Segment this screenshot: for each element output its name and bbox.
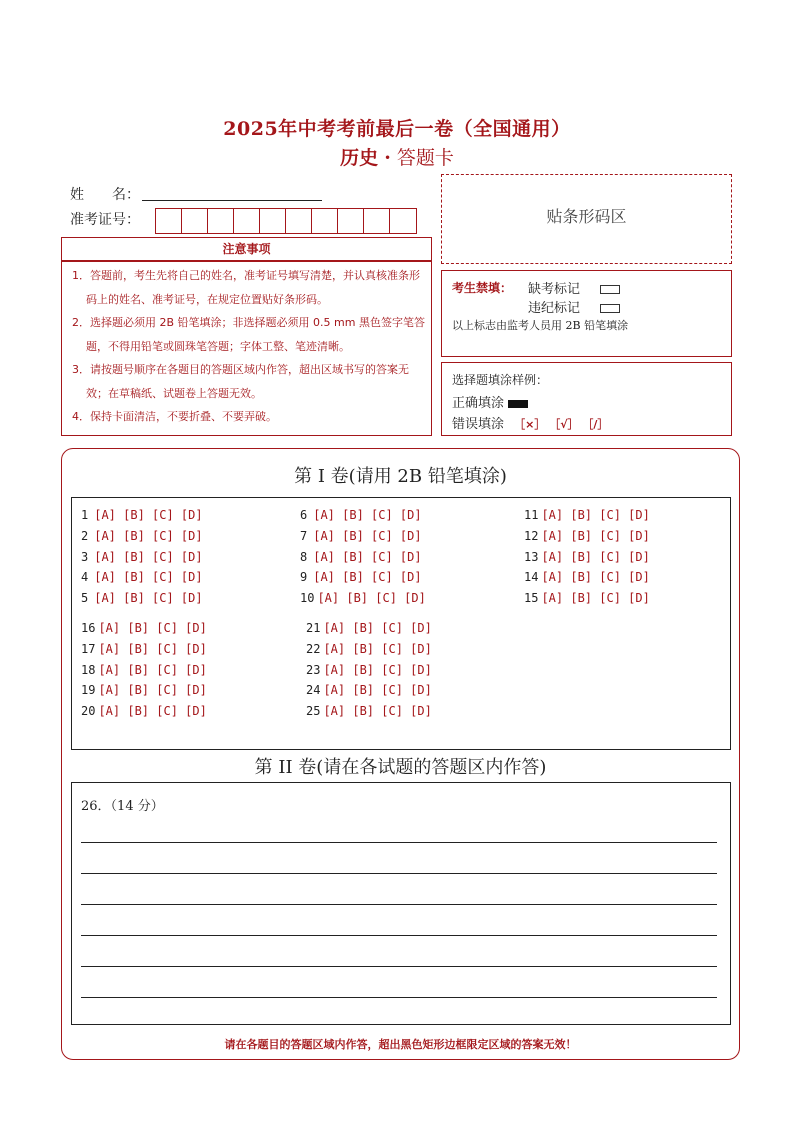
sample-heading: 选择题填涂样例：: [452, 373, 549, 387]
choice-row[interactable]: [81, 704, 207, 718]
answer-line: [81, 873, 717, 874]
subject-name: 历史: [340, 147, 379, 169]
wrong-row: [452, 413, 608, 432]
card-subtitle: [0, 143, 794, 170]
prohibited-note: 以上标志由监考人员用 2B 铅笔填涂: [452, 319, 629, 332]
answer-line: [81, 997, 717, 998]
choice-row[interactable]: [81, 663, 207, 677]
id-label: 准考证号：: [70, 212, 140, 228]
choice-row[interactable]: [300, 529, 422, 543]
id-number-grid[interactable]: [155, 208, 417, 234]
question-number: 22: [306, 641, 321, 656]
question-number: 20: [81, 704, 96, 719]
question-number: 14: [524, 570, 539, 585]
id-cell[interactable]: [312, 209, 338, 233]
answer-line: [81, 966, 717, 967]
choice-row[interactable]: [81, 642, 207, 656]
question-number: 6: [300, 508, 308, 522]
wrong-label: 错误填涂: [452, 417, 505, 432]
answer-options[interactable]: [A] [B] [C] [D]: [323, 662, 432, 677]
question-number: 17: [81, 641, 96, 656]
answer-options[interactable]: [A] [B] [C] [D]: [323, 621, 432, 635]
prohibited-box: [441, 270, 732, 357]
answer-options[interactable]: [A] [B] [C] [D]: [323, 641, 432, 656]
absent-row: [528, 278, 620, 297]
note-item: 4．保持卡面清洁，不要折叠、不要弄破。: [72, 410, 277, 423]
notes-header-box: [61, 237, 432, 261]
question-26-label: 26．（14 分）: [81, 799, 164, 814]
prohibited-label: 考生禁填：: [452, 281, 513, 295]
card-title: 2025年中考考前最后一卷（全国通用）: [223, 118, 571, 140]
question-number: 4: [81, 570, 89, 585]
answer-options[interactable]: [A] [B] [C] [D]: [313, 570, 422, 585]
section1-title: 第 I 卷(请用 2B 铅笔填涂): [294, 466, 507, 487]
subtitle-rest: 答题卡: [396, 147, 454, 169]
answer-line: [81, 935, 717, 936]
answer-line: [81, 842, 717, 843]
choice-row[interactable]: [81, 621, 207, 635]
sample-box: [441, 362, 732, 436]
violation-mark-box[interactable]: [600, 304, 620, 313]
answer-options[interactable]: [A] [B] [C] [D]: [541, 591, 650, 606]
id-cell[interactable]: [390, 209, 416, 233]
choice-row[interactable]: [306, 704, 432, 718]
id-cell[interactable]: [260, 209, 286, 233]
note-item: 1．答题前，考生先将自己的姓名，准考证号填写清楚，并认真核准条形码上的姓名、准考证号，在规定位置贴好条形码。: [72, 269, 420, 306]
answer-options[interactable]: [A] [B] [C] [D]: [98, 641, 207, 656]
answer-options[interactable]: [A] [B] [C] [D]: [94, 528, 203, 543]
question-number: 3: [81, 549, 89, 564]
id-cell[interactable]: [338, 209, 364, 233]
question-number: 21: [306, 621, 321, 635]
choice-row[interactable]: [524, 570, 650, 584]
name-label: 姓 名：: [70, 187, 140, 203]
question-number: 23: [306, 662, 321, 677]
question-number: 2: [81, 528, 89, 543]
answer-options[interactable]: [A] [B] [C] [D]: [313, 549, 422, 564]
answer-options[interactable]: [A] [B] [C] [D]: [98, 621, 207, 635]
absent-label: 缺考标记: [528, 282, 581, 297]
footer-warning: 请在各题目的答题区域内作答，超出黑色矩形边框限定区域的答案无效！: [224, 1038, 577, 1051]
choice-row[interactable]: [300, 508, 422, 522]
question-number: 15: [524, 591, 539, 606]
violation-row: [528, 297, 620, 316]
answer-options[interactable]: [A] [B] [C] [D]: [323, 683, 432, 698]
question-number: 10: [300, 591, 315, 606]
answer-options[interactable]: [A] [B] [C] [D]: [94, 549, 203, 564]
answer-options[interactable]: [A] [B] [C] [D]: [541, 508, 650, 522]
question-number: 12: [524, 528, 539, 543]
choice-row[interactable]: [300, 550, 422, 564]
choice-row[interactable]: [306, 642, 432, 656]
note-item: 2．选择题必须用 2B 铅笔填涂；非选择题必须用 0.5 mm 黑色签字笔答题，不得用铅笔或圆珠笔答题；字体工整、笔迹清晰。: [72, 316, 425, 353]
answer-options[interactable]: [A] [B] [C] [D]: [541, 549, 650, 564]
choice-row[interactable]: [524, 550, 650, 564]
answer-options[interactable]: [A] [B] [C] [D]: [541, 570, 650, 585]
answer-options[interactable]: [A] [B] [C] [D]: [323, 704, 432, 719]
choice-row[interactable]: [81, 683, 207, 697]
answer-options[interactable]: [A] [B] [C] [D]: [317, 591, 426, 606]
answer-options[interactable]: [A] [B] [C] [D]: [94, 591, 203, 606]
choice-row[interactable]: [81, 508, 203, 522]
note-item: 3．请按题号顺序在各题目的答题区域内作答，超出区域书写的答案无效；在草稿纸、试题卷上答题无效。: [72, 363, 409, 400]
choice-row[interactable]: [306, 621, 432, 635]
id-cell[interactable]: [208, 209, 234, 233]
violation-label: 违纪标记: [528, 301, 581, 316]
question-number: 19: [81, 683, 96, 698]
id-cell[interactable]: [364, 209, 390, 233]
notes-heading: 注意事项: [222, 242, 271, 256]
question-number: 16: [81, 621, 96, 635]
answer-options[interactable]: [A] [B] [C] [D]: [313, 528, 422, 543]
id-cell[interactable]: [234, 209, 260, 233]
answer-options[interactable]: [A] [B] [C] [D]: [94, 570, 203, 585]
choice-row[interactable]: [524, 529, 650, 543]
correct-label: 正确填涂: [452, 396, 505, 411]
choice-row[interactable]: [300, 570, 422, 584]
barcode-area: [441, 174, 732, 264]
choice-row[interactable]: [306, 663, 432, 677]
subtitle-dot: ·: [384, 147, 391, 169]
question-number: 24: [306, 683, 321, 698]
choice-row[interactable]: [81, 591, 203, 605]
answer-options[interactable]: [A] [B] [C] [D]: [98, 662, 207, 677]
choice-row[interactable]: [306, 683, 432, 697]
answer-line: [81, 904, 717, 905]
question-number: 18: [81, 662, 96, 677]
absent-mark-box[interactable]: [600, 285, 620, 294]
correct-row: [452, 392, 528, 411]
question-number: 7: [300, 528, 308, 543]
question-number: 25: [306, 704, 321, 719]
wrong-marks: ［×］ ［√］ ［/］: [514, 418, 609, 431]
choice-row[interactable]: [524, 591, 650, 605]
choice-row[interactable]: [300, 591, 426, 605]
notes-box: [61, 261, 432, 436]
question-number: 8: [300, 549, 308, 564]
choice-row[interactable]: [81, 570, 203, 584]
id-cell[interactable]: [286, 209, 312, 233]
question-number: 11: [524, 508, 539, 522]
question-number: 1: [81, 508, 89, 522]
answer-options[interactable]: [A] [B] [C] [D]: [94, 508, 203, 522]
id-cell[interactable]: [182, 209, 208, 233]
choice-row[interactable]: [81, 529, 203, 543]
question-number: 9: [300, 570, 308, 585]
id-cell[interactable]: [156, 209, 182, 233]
choice-row[interactable]: [81, 550, 203, 564]
choice-row[interactable]: [524, 508, 650, 522]
section2-title: 第 II 卷(请在各试题的答题区内作答): [254, 757, 547, 778]
answer-options[interactable]: [A] [B] [C] [D]: [313, 508, 422, 522]
answer-options[interactable]: [A] [B] [C] [D]: [98, 704, 207, 719]
question-number: 5: [81, 591, 89, 606]
filled-mark-icon: [508, 400, 528, 408]
barcode-label: 贴条形码区: [546, 207, 627, 226]
answer-options[interactable]: [A] [B] [C] [D]: [98, 683, 207, 698]
answer-options[interactable]: [A] [B] [C] [D]: [541, 528, 650, 543]
name-field[interactable]: [142, 200, 322, 201]
question-number: 13: [524, 549, 539, 564]
